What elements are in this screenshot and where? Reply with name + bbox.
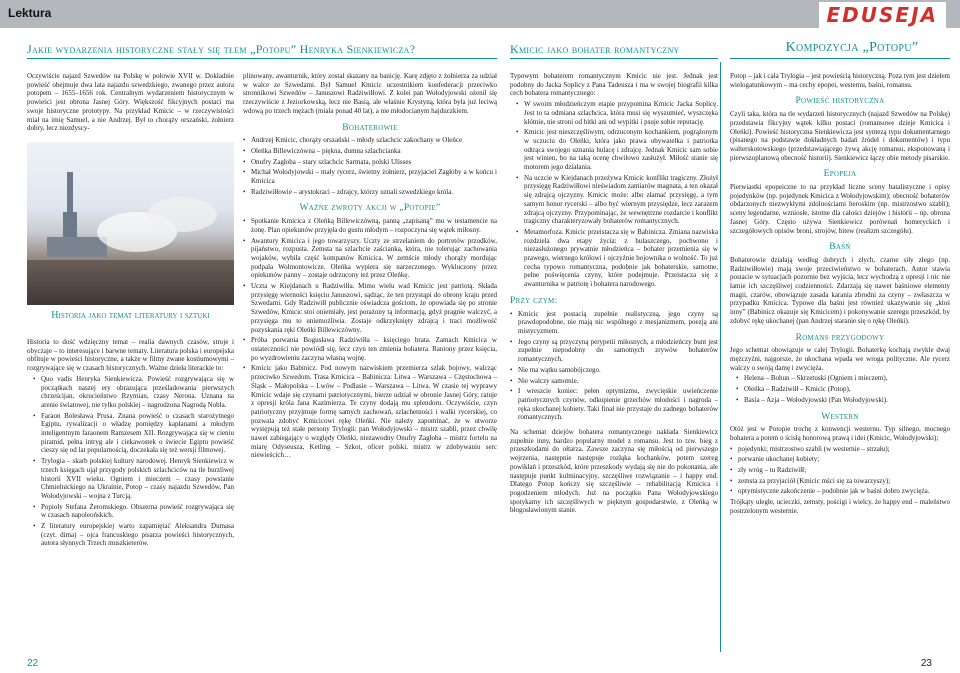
list-item: • porwanie ukochanej kobiety; xyxy=(730,455,950,464)
list-item: • Basia – Azja – Wołodyjowski (Pan Wołodyjowski). xyxy=(736,396,950,405)
heading-rule xyxy=(510,58,718,59)
list-item: • Andrzej Kmicic, chorąży orszański – młody szlachcic zakochany w Oleńce xyxy=(243,136,497,145)
list-item: • Nie ma wątku samobójczego. xyxy=(510,366,718,375)
love-triangles-list xyxy=(730,374,950,404)
paragraph: Trójkąty uległe, ucieczki, zemsty, pościgi i wielcy, że happy end – maleństwo postrzelonym westernie. xyxy=(730,498,950,515)
list-item: • Popioły Stefana Żeromskiego. Obszerna powieść rozgrywająca się w czasach napoleońskich. xyxy=(33,503,234,520)
list-item: • pojedynki; mistrzostwo szabli (w westernie – strzału); xyxy=(730,445,950,454)
list-item: • Na uczcie w Kiejdanach przeżywa Kmicic konflikt tragiczny. Złożył przysięgę Radziwiłłowi nieświadom zamiarów magnata, a ten okazał się zdrajcą ojczyzny. Kmicic może: albo złamać przysięgę, a tym samym honor rycerski – albo być wiernym przysiędze, lecz zarazem zdrajcą ojczyzny. Przypominając, że wewnętrzne rozdarcie i konflikt tragiczny charakteryzowały bohaterów romantycznych. xyxy=(516,174,718,226)
heroes-list xyxy=(243,136,497,196)
column-3 xyxy=(510,72,718,517)
intro-paragraph: Oczywiście najazd Szwedów na Polskę w połowie XVII w. Dokładnie powieść obejmuje dwa lata najazdu szwedzkiego, zwanego przez autora potopem – 1655–1656 rok. Centralnym wydarzeniem historycznym w powieści jest obrona Jasnej Góry. Większość fikcyjnych postaci ma swoje historyczne prototypy. Na przykład Kmicic – w rzeczywistości miał na imię Samuel, a nie Andrzej. Był to chorąży orszański, żołnierz dobry, lecz niezdyscy- xyxy=(27,72,234,133)
literature-list xyxy=(27,375,234,548)
column-2 xyxy=(243,72,497,462)
smoke-shape xyxy=(147,197,217,232)
list-item: • I wreszcie koniec: pełen optymizmu, zwycięskie uwieńczenie patriotycznych czynów, odkupienie grzechów młodości i nagroda – ręka ukochanej kobiety. Taki finał nie przystaje do zadnego bohaterów romantycznych. xyxy=(510,387,718,422)
list-item: • Awantury Kmicica i jego towarzyszy. Uczty ze strzelaniem do portretów przodków, pijaństwo, rozpusta. Zemsta na szlachcie zaścianka, która, nie tolerując zachowania wojaków, wybiła część kompanów Kmicica. W zemście młody chorąży mordując podpala Wołmontowicze. Oleńka wypiera się narzeczonego. Wykluczony przez opiekunów panny – zostaje odrzucony też przez Oleńkę. xyxy=(243,237,497,281)
heading-kmicic-romantic: Kmicic jako bohater romantyczny xyxy=(510,42,680,56)
list-item: • Kmicic jako Babinicz. Pod nowym nazwiskiem przemierza szlak bojowy, walcząc przeciwko Szwedom. Trasa Kmicica – Babinicza: Litwa – Warszawa – Częstochowa – Śląsk – Małopolska – Lwów – Podlasie – Warszawa – Litwa. W czasie tej wyprawy Kmicic wdaje się czynami patriotycznymi, bierze udział w obronie Jasnej Góry, ratuje z opresji króla Jana Kazimierza. Te czyny dodają mu splendoru. Oczywiście, czyn patriotyczny przyjmuje formę samych zachowań, szlachetności i walki rycerskiej, co pozwala zdobyć Kmicicowi rękę Oleńki. Nie należy zapominać, że w utworze występują też stałe persony Trylogii: pan Wołodyjowski – mistrz szabli, przez chwilę nawet zabiegający o względy Oleńki, niezawodny Onufry Zagłoba – mistrz fortelu na miarę Odyseusza, Ketling – Szkot, oficer polski, mistrz w zdobywaniu serc niewieścich… xyxy=(243,364,497,460)
list-item: • zły wróg – tu Radziwiłł; xyxy=(730,466,950,475)
heading-composition: Kompozycja „Potopu” xyxy=(785,40,919,55)
list-item: • Z literatury europejskiej warto zapamiętać Aleksandra Dumasa (czyt. dima) – ojca francuskiego pisarza powieści historycznych, autora słynnych Trzech muszkieterów. xyxy=(33,522,234,548)
list-item: • Helena – Bohun – Skrzetuski (Ogniem i mieczem), xyxy=(736,374,950,383)
paragraph: Czyli taka, która na tle wydarzeń historycznych (najazd Szwedów na Polskę) przedstawia fikcyjny wątek kilku postaci (romansowe dzieje Kmicica i Oleńki). Powieść historyczna Sienkiewicza jest syntezą typu dokumentarnego (pisanego na podstawie dokładnych badań źródeł i dokumentów) i typu walterskotowskiego (przedstawiającego żywą akcję romansu, eksponowaną i pierwszoplanową obecność historii). Sienkiewicz łączy obie metody pisarskie. xyxy=(730,110,950,162)
subheading-western: Western xyxy=(821,411,859,422)
romantic-traits-list xyxy=(510,100,718,289)
column-4 xyxy=(730,72,950,518)
continued-paragraph: plinowany, awanturnik, który został skazany na banicję. Karę zdjęto z żołnierza za udział w walce ze Szwedami. Był Samuel Kmicic uczestnikiem konfederacji przeciwko stronnikowi Szwedów – Januszowi Radziwiłłowi. Z kolei pan Wołodyjowski ożenił się rzeczywiście z Jeziorkowską, lecz nie Basią, ale właśnie Krystyną, która była już leciwą wdową po trzech mężach (miała ponad 40 lat), a nie młodocianym hajduczkiem. xyxy=(243,72,497,115)
heading-rule xyxy=(27,58,497,59)
paragraph: Otóż jest w Potopie trochę z konwencji westernu. Typ silnego, mocnego bohatera a potem o ścisłą honorową prawą i idei (Kmicic, Wołodyjowski); xyxy=(730,425,950,442)
paragraph: Bohaterowie działają według dobrych i złych, czarne siły złego (np. Radziwiłłowie) mają swoje przeciwieństwo w bohaterach. Autor stawia postacie w sytuacjach pozornie bez wyjścia, lecz wychodzą z opresji i nic nie łamie ich szczęśliwej codzienności. Zdarzają się nawet baśniowe elementy magii, czarów, obowiązuje zasada karania zbrodni za czyny – zwłaszcza w przypadku Kmicica. Typowe dla baśni jest również ukazywanie się „ktoś inny” (Babinicz okazuje się Kmicicem) i pokonywanie szeregu przeszkód, by zdobyć rękę ukochanej (pan Andrzej staranie się o rękę Oleńki). xyxy=(730,255,950,325)
eduseja-logo: EDUSEJA xyxy=(819,2,947,28)
intro-paragraph: Typowym bohaterem romantycznym Kmicic nie jest. Jednak jest podobny do Jacka Soplicy z Pana Tadeusza i ma w swojej biografii kilka cech bohatera romantycznego: xyxy=(510,72,718,98)
list-item: • optymistyczne zakończenie – podobnie jak w baśni dobro zwycięża. xyxy=(730,487,950,496)
list-item: • Oleńka – Radziwiłł – Kmicic (Potop), xyxy=(736,385,950,394)
list-item: • Kmicic jest nieszczęśliwym, odrzuconym kochankiem, pogrążonym w uczuciu do Oleńki, która jako prawa obywatelka i patriotka odtrąca swojego uznania hulacę i zdrajcę. Jednak Kmicic sam sobie jest winien, bo na taką ocenę chwilowo zasłużył. Miłość stanie się motorem jego działania. xyxy=(516,128,718,172)
list-item: • Trylogia – skarb polskiej kultury narodowej. Henryk Sienkiewicz w trzech księgach ujął przygody polskich szlachciców na tle burzliwej historii XVII wieku. Ogniem i mieczem – czasy powstanie Chmielnickiego na Ukrainie, Potop – czasy najazdu Szwedów, Pan Wołodyjowski – wojna z Turcją. xyxy=(33,457,234,501)
soldiers-ground xyxy=(27,260,234,305)
subheading-plot-twists: Ważne zwroty akcji w „Potopie” xyxy=(299,203,441,214)
page-number-right: 23 xyxy=(920,658,932,669)
romance-paragraph: Na schemat dziejów bohatera romantycznego nakłada Sienkiewicz zupełnie inny, bardzo popularny model z romansu. Jest to tzw. bieg z przeszkodami do ołtarza. Zawsze zaczyna się miłością od pierwszego wejrzenia, następnie następuje rozłąka kochanków, potem szereg powikłań i przeszkód, które przeszkody wydają się nie do pokonania, ale następuje punkt kulminacyjny, szczęśliwe rozwiązanie – i happy end. Dlatego Potop kończy się szczęśliwie – rehabilitacją Kmicica i pogodzeniem młodych. Już na początku Pana Wołodyjowskiego spotykamy ich szczęśliwych w pięknym gospodarstwie, z Oleńką w błogosławionym stanie. xyxy=(510,428,718,515)
heading-rule xyxy=(730,58,950,59)
list-item: • Uczta w Kiejdanach u Radziwiłła. Mimo wielu wad Kmicic jest patriotą. Składa przysięgę wierności księciu Januszowi, sądząc, że ten przystąpi do obrony kraju przed Szwedami. Gdy Radziwiłł publicznie oświadcza gościom, że opowiada się po stronie Szwedów, Kmicic stoi oniemiały, jest porażony tą informacją, gdyż pragnie walczyć, a przysięga mu to uniemożliwia. Zostaje odkrzyknięty zdrajcą i traci możliwość pozyskania ręki Oleńki Billewiczówny. xyxy=(243,282,497,334)
intro-paragraph: Potop – jak i cała Trylogia – jest powieścią historyczną. Poza tym jest dziełem wielogatunkowym – ma cechy epopei, westernu, baśni, romansu. xyxy=(730,72,950,89)
subheading-historical-novel: Powieść historyczna xyxy=(795,96,885,107)
paragraph: Pierwiastki epopeiczne to na przykład liczne sceny batalistyczne i opisy pojedynków (np. pojedynek Kmicica z Wołodyjowskim); obecność bohaterów obdarzonych niezwykłymi zdolnościami heroskim (np. mistrzostwo szabli); sceny legendarne, wzniosłe, istotne dla całości dziejów i historii – np. obrona Jasnej Góry. Często używa Sienkiewicz porównań homeryckich i szczegółowych opisów broni, strojów, bitew (realizm szczegółu). xyxy=(730,183,950,235)
subheading-heroes: Bohaterowie xyxy=(342,122,398,133)
column-1-box xyxy=(27,338,234,550)
list-item: • Oleńka Billewiczówna – piękna, dumna szlachcianka xyxy=(243,147,497,156)
plot-twists-list xyxy=(243,217,497,460)
jasna-gora-siege-image xyxy=(27,142,234,305)
list-item: • Jego czyny są przyczyną perypetii miłosnych, a młodzieńczy bunt jest zupełnie niepodobny do samotnych zrywów bohaterów romantycznych. xyxy=(510,338,718,364)
however-list xyxy=(510,310,718,422)
list-item: • Michał Wołodyjowski – mały rycerz, świetny żołnierz, przyjaciel Zagłoby a w końcu i Kmicica xyxy=(243,168,497,185)
box-paragraph: Historia to dość wdzięczny temat – realia dawnych czasów, stroje i obyczaje – to interesujące i barwne tematy. Literatura polska i europejska obfituje w powieści historyczne, a także w filmy zwane kostiumowymi – rozgrywające się w czasach historycznych. Ważne dzieła literackie to: xyxy=(27,338,234,373)
top-bar xyxy=(0,0,960,28)
list-item: • Faraon Bolesława Prusa. Znana powieść o czasach starożytnego Egiptu, rywalizacji o władzę pomiędzy kapłanami a młodym inteligentnym faraonem Ramzesem XII. Rozgrywająca się w cieniu piramid, pełna intryg ale i ciekawostek o świecie Egiptu powieść cieszy się od lat popularnością, doczekała się też wersji filmowej. xyxy=(33,412,234,456)
list-item: • Radziwiłłowie – arystokraci – zdrajcy, którzy uznali szwedzkiego króla. xyxy=(243,188,497,197)
column-1-intro xyxy=(27,72,234,135)
list-item: • Kmicic jest postacią zupełnie realistyczną, jego czyny są prawdopodobne, nie mają nic wspólnego z mesjanizmem, poezją ani mistycyzmem. xyxy=(510,310,718,336)
list-item: • W swoim młodzieńczym etapie przypomina Kmicic Jacka Soplicę. Jest to ta odmiana szlachcica, która musi się wyszumieć, wyszczęka kłótnie, nie stroni od bitki ani od wypitki i psuje sobie reputację. xyxy=(516,100,718,126)
heading-historical-events: Jakie wydarzenia historyczne stały się tłem „Potopu” Henryka Sienkiewicza? xyxy=(27,42,416,56)
list-item: • Spotkanie Kmicica z Oleńką Billewiczówną, panną „zapisaną” mu w testamencie na żonę. Plan opiekunów przyjęła do gustu młodym – rozpoczyna się wątek miłosny. xyxy=(243,217,497,234)
list-item: • Próba porwania Bogusława Radziwiłła – księciego brata. Zamach Kmicica w ostateczności nie powiódł się, lecz czyn ten zmienia bohatera. Raniony przez księcia, po wyzdrowieniu zaczyna własną wojnę. xyxy=(243,336,497,362)
monastery-shape xyxy=(47,237,107,257)
section-label: Lektura xyxy=(8,6,52,20)
box-title-history: Historia jako temat literatury i sztuki xyxy=(51,310,210,321)
list-item: • zemsta za przyjaciół (Kmicic mści się za towarzyszy); xyxy=(730,477,950,486)
western-list xyxy=(730,445,950,497)
subheading-epic: Epopeja xyxy=(823,169,857,180)
paragraph: Jego schemat obowiązuje w całej Trylogii. Bohaterkę kochają zwykle dwaj mężczyźni, najgorsze, że ukochana wpada we wroga polityczne. Ale rycerz walczy o swoją damę i zwycięża. xyxy=(730,346,950,372)
subheading-adventure-romance: Romans przygodowy xyxy=(795,332,885,343)
list-item: • Quo vadis Henryka Sienkiewicza. Powieść rozgrywająca się w początkach naszej ery obrazująca prześladowania pierwszych chrześcijan, okrucieństwo Rzymian, czasy Nerona. Uznana na arenie światowej, nie tylko polskiej – nagrodzona Nagrodą Nobla. xyxy=(33,375,234,410)
column-divider xyxy=(720,62,721,652)
page-number-left: 22 xyxy=(27,658,39,669)
list-item: • Onufry Zagłoba – stary szlachcic Sarmata, polski Ulisses xyxy=(243,158,497,167)
list-item: • Nie walczy samotnie. xyxy=(510,377,718,386)
subheading-fairytale: Baśń xyxy=(829,242,851,253)
subheading-however: Przy czym: xyxy=(510,295,558,306)
list-item: • Metamorfoza. Kmicic przeistacza się w Babinicza. Zmiana nazwiska rozdziela dwa etapy życia: z hulaszczego, pochwono i niezasłużonego prywatnie młodzieńca – bohater przemienia się w prawego, wiernego królowi i ojczyźnie bojownika o wolność. To już cecha typowo romantyczna, podobnie jak bohaterskie, samotne, pełne poświęcenia czyny, które podejmuje. Przeistacza się z awanturnika w patriotę i bohatera narodowego. xyxy=(516,228,718,289)
